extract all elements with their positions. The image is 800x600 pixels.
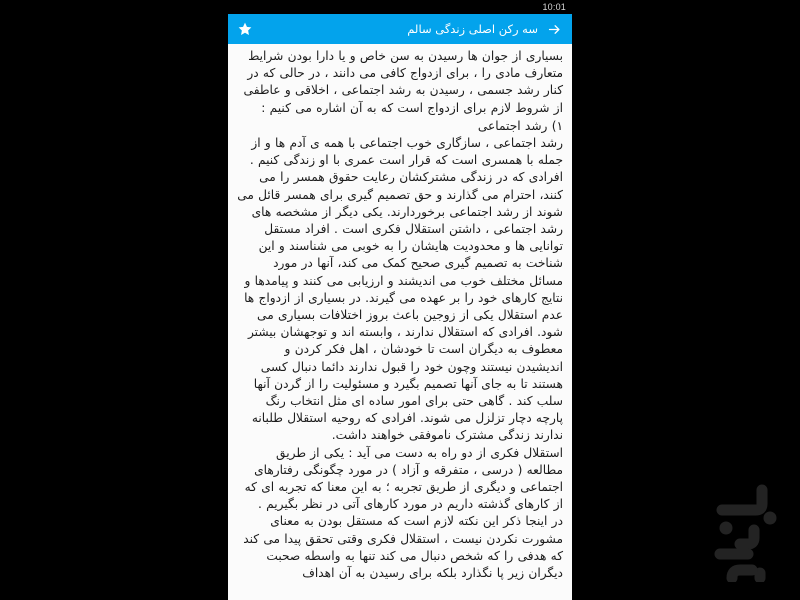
bazaar-logo-watermark xyxy=(700,478,786,582)
star-icon[interactable] xyxy=(234,18,256,40)
status-bar xyxy=(228,0,572,14)
letterbox-left xyxy=(0,0,228,600)
article-paragraph: رشد اجتماعی ، سازگاری خوب اجتماعی با همه ی آدم ها و از جمله با همسری است که قرار است عمری با او زندگی کنیم . افرادی که در زندگی مشترکشان رعایت حقوق همسر را می کنند، احترام می گذارند و حق تصمیم گیری برای همسر قائل می شوند از رشد اجتماعی برخوردارند. یکی دیگر از مشخصه های رشد اجتماعی ، داشتن استقلال فکری است . افراد مستقل توانایی ها و محدودیت هایشان را به خوبی می شناسند و این شناخت به تصمیم گیری صحیح کمک می کند، آنها در مورد مسائل مختلف خوب می اندیشند و ارزیابی می کنند و پیامدها و نتایج کارهای خود را بر عهده می گیرند. در بسیاری از ازدواج ها عدم استقلال یکی از زوجین باعث بروز اختلافات بسیاری می شود. افرادی که استقلال ندارند ، وابسته اند و توجهشان بیشتر معطوف به دیگران است تا خودشان ، اهل فکر کردن و اندیشیدن نیستند وچون خود را قبول ندارند دائما دنبال کسی هستند تا به جای آنها تصمیم بگیرد و مسئولیت را از گردن آنها سلب کند . گاهی حتی برای امور ساده ای مثل انتخاب رنگ پارچه دچار تزلزل می شوند. افرادی که روحیه استقلال طلبانه ندارند زندگی مشترک ناموفقی خواهند داشت. xyxy=(237,136,563,443)
letterbox-right xyxy=(572,0,800,600)
page-title: سه رکن اصلی زندگی سالم xyxy=(407,22,538,36)
article-paragraph: در اینجا ذکر این نکته لازم است که مستقل بودن به معنای مشورت نکردن نیست ، استقلال فکری وقتی تحقق پیدا می کند که هدفی را که شخص دنبال می کند تنها به واسطه صحبت دیگران زیر پا نگذارد بلکه برای رسیدن به آن اهداف xyxy=(243,514,563,581)
article-heading: ۱) رشد اجتماعی xyxy=(477,118,563,133)
app-bar xyxy=(228,14,572,44)
phone-viewport xyxy=(228,0,572,600)
arrow-right-icon[interactable] xyxy=(544,19,564,39)
article-content[interactable] xyxy=(228,44,572,600)
status-bar-clock: 10:01 xyxy=(542,2,566,12)
article-paragraph: بسیاری از جوان ها رسیدن به سن خاص و یا دارا بودن شرایط متعارف مادی را ، برای ازدواج کافی می دانند ، در حالی که در کنار رشد جسمی ، رسیدن به رشد اجتماعی ، اخلاقی و عاطفی از شروط لازم برای ازدواج است که به آن اشاره می کنیم : xyxy=(243,49,563,115)
article-paragraph: استقلال فکری از دو راه به دست می آید : یکی از طریق مطالعه ( درسی ، متفرقه و آزاد ) در مورد چگونگی رفتارهای اجتماعی و دیگری از طریق تجربه ؛ به این معنا که تجربه ای که از کارهای گذشته داریم در مورد کارهای آتی در نظر بگیریم . xyxy=(244,445,563,512)
